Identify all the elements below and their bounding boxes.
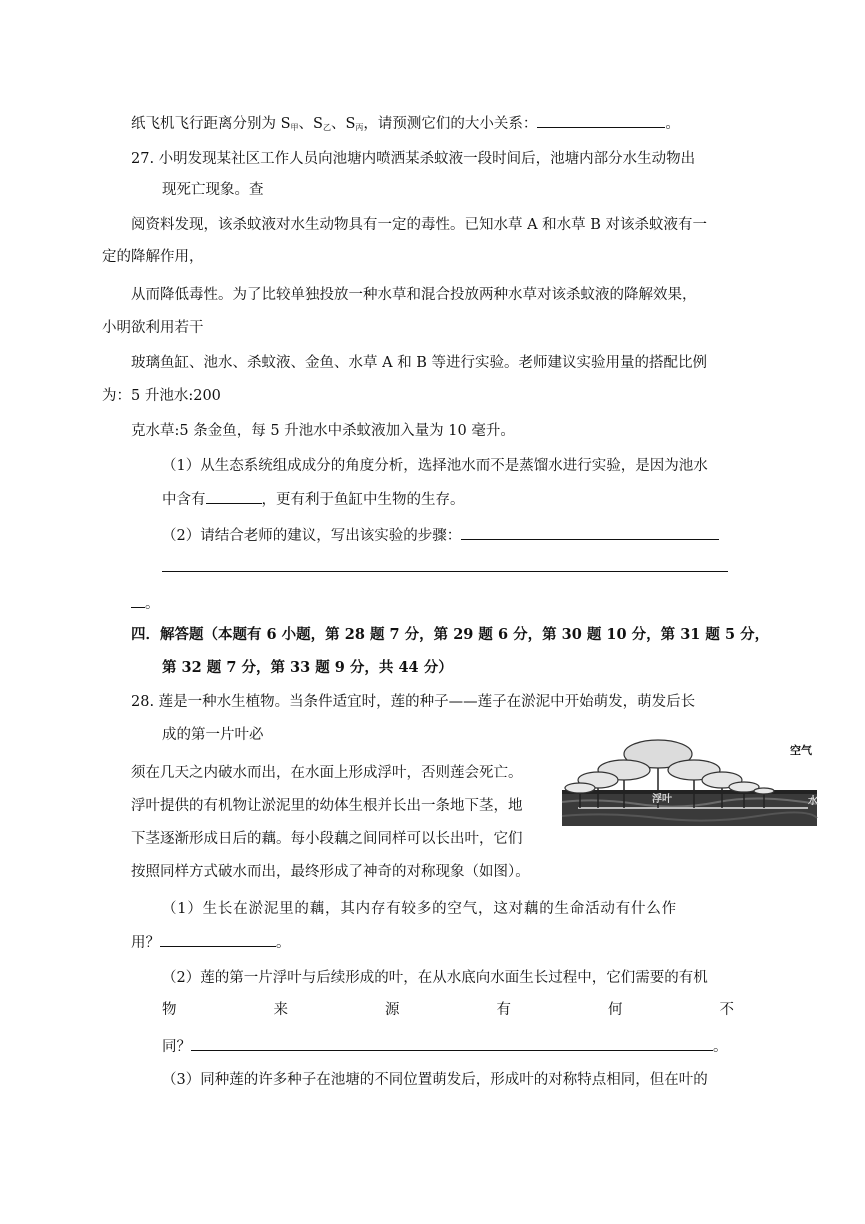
text: 同？ — [162, 1039, 191, 1055]
answer-rule[interactable] — [162, 571, 728, 572]
section-4-header-1: 四．解答题（本题有 6 小题，第 28 题 7 分，第 29 题 6 分，第 30 题 10 分，第 31 题 5 分， — [131, 626, 770, 643]
q27-line-4: 定的降解作用， — [102, 249, 204, 265]
q27-part1-line2 — [162, 489, 465, 510]
lotus-illustration — [558, 732, 826, 830]
q27-line-9: 克水草:5 条金鱼，每 5 升池水中杀蚊液加入量为 10 毫升。 — [131, 423, 515, 439]
answer-blank[interactable] — [537, 113, 665, 128]
q27-part2-end — [131, 593, 160, 614]
q28-line-2: 成的第一片叶必 — [162, 727, 264, 743]
text: 。 — [665, 116, 680, 132]
answer-blank[interactable] — [131, 593, 145, 608]
q28-part3-line1: （3）同种莲的许多种子在池塘的不同位置萌发后，形成叶的对称特点相同，但在叶的 — [162, 1072, 708, 1088]
subscript: 丙 — [355, 123, 364, 132]
text: ，更有利于鱼缸中生物的生存。 — [261, 492, 465, 508]
q27-part1-line1: （1）从生态系统组成成分的角度分析，选择池水而不是蒸馏水进行实验，是因为池水 — [162, 458, 708, 474]
q28-line-6: 按照同样方式破水而出，最终形成了神奇的对称现象（如图）。 — [131, 864, 530, 880]
spread-word: 源 — [385, 1002, 400, 1018]
answer-blank[interactable] — [206, 489, 262, 504]
q28-part2-spread-line — [162, 1000, 734, 1020]
q27-line-6: 小明欲利用若干 — [102, 320, 204, 336]
spread-word: 物 — [162, 1002, 177, 1018]
figure-label-air: 空气 — [790, 744, 812, 757]
section-4-header-2: 第 32 题 7 分，第 33 题 9 分，共 44 分） — [162, 659, 453, 676]
text: 、S — [298, 116, 323, 132]
answer-blank[interactable] — [160, 932, 276, 947]
spread-word: 何 — [608, 1002, 623, 1018]
spread-word: 有 — [496, 1002, 511, 1018]
q28-part2-line1: （2）莲的第一片浮叶与后续形成的叶，在从水底向水面生长过程中，它们需要的有机 — [162, 970, 708, 986]
q27-line-2: 现死亡现象。查 — [162, 182, 264, 198]
text: 。 — [276, 935, 291, 951]
q28-part2-line3 — [162, 1036, 728, 1057]
q28-line-1: 28. 莲是一种水生植物。当条件适宜时，莲的种子——莲子在淤泥中开始萌发，萌发后长 — [131, 694, 696, 710]
subscript: 甲 — [290, 123, 299, 132]
q28-line-3: 须在几天之内破水而出，在水面上形成浮叶，否则莲会死亡。 — [131, 765, 523, 781]
q28-part1-line1: （1）生长在淤泥里的藕，其内存有较多的空气，这对藕的生命活动有什么作 — [162, 901, 677, 917]
subscript: 乙 — [322, 123, 331, 132]
text: 纸飞机飞行距离分别为 S — [131, 116, 291, 132]
q27-line-3: 阅资料发现，该杀蚊液对水生动物具有一定的毒性。已知水草 A 和水草 B 对该杀蚊液有一 — [131, 217, 708, 233]
text: 中含有 — [162, 492, 206, 508]
text: 用？ — [131, 935, 160, 951]
lotus-figure — [558, 732, 826, 830]
q27-line-1: 27. 小明发现某社区工作人员向池塘内喷洒某杀蚊液一段时间后，池塘内部分水生动物出 — [131, 151, 696, 167]
q28-part1-line2 — [131, 932, 291, 953]
text: 。 — [145, 596, 160, 612]
q27-part2-line — [162, 525, 719, 546]
line-1 — [131, 113, 680, 138]
q28-line-4: 浮叶提供的有机物让淤泥里的幼体生根并长出一条地下茎，地 — [131, 798, 523, 814]
text: ，请预测它们的大小关系： — [363, 116, 538, 132]
q27-line-8: 为：5 升池水:200 — [102, 388, 221, 404]
q27-line-5: 从而降低毒性。为了比较单独投放一种水草和混合投放两种水草对该杀蚊液的降解效果， — [131, 287, 697, 303]
answer-blank[interactable] — [191, 1036, 713, 1051]
text: 、S — [330, 116, 356, 132]
answer-blank[interactable] — [461, 525, 719, 540]
figure-label-water: 水 — [808, 796, 818, 807]
q28-line-5: 下茎逐渐形成日后的藕。每小段藕之间同样可以长出叶，它们 — [131, 831, 523, 847]
q27-line-7: 玻璃鱼缸、池水、杀蚊液、金鱼、水草 A 和 B 等进行实验。老师建议实验用量的搭配比例 — [131, 355, 708, 371]
figure-label-floating-leaf: 浮叶 — [652, 794, 672, 805]
text: 。 — [713, 1039, 728, 1055]
text: （2）请结合老师的建议，写出该实验的步骤： — [162, 528, 462, 544]
spread-word: 来 — [273, 1002, 288, 1018]
spread-word: 不 — [719, 1002, 734, 1018]
